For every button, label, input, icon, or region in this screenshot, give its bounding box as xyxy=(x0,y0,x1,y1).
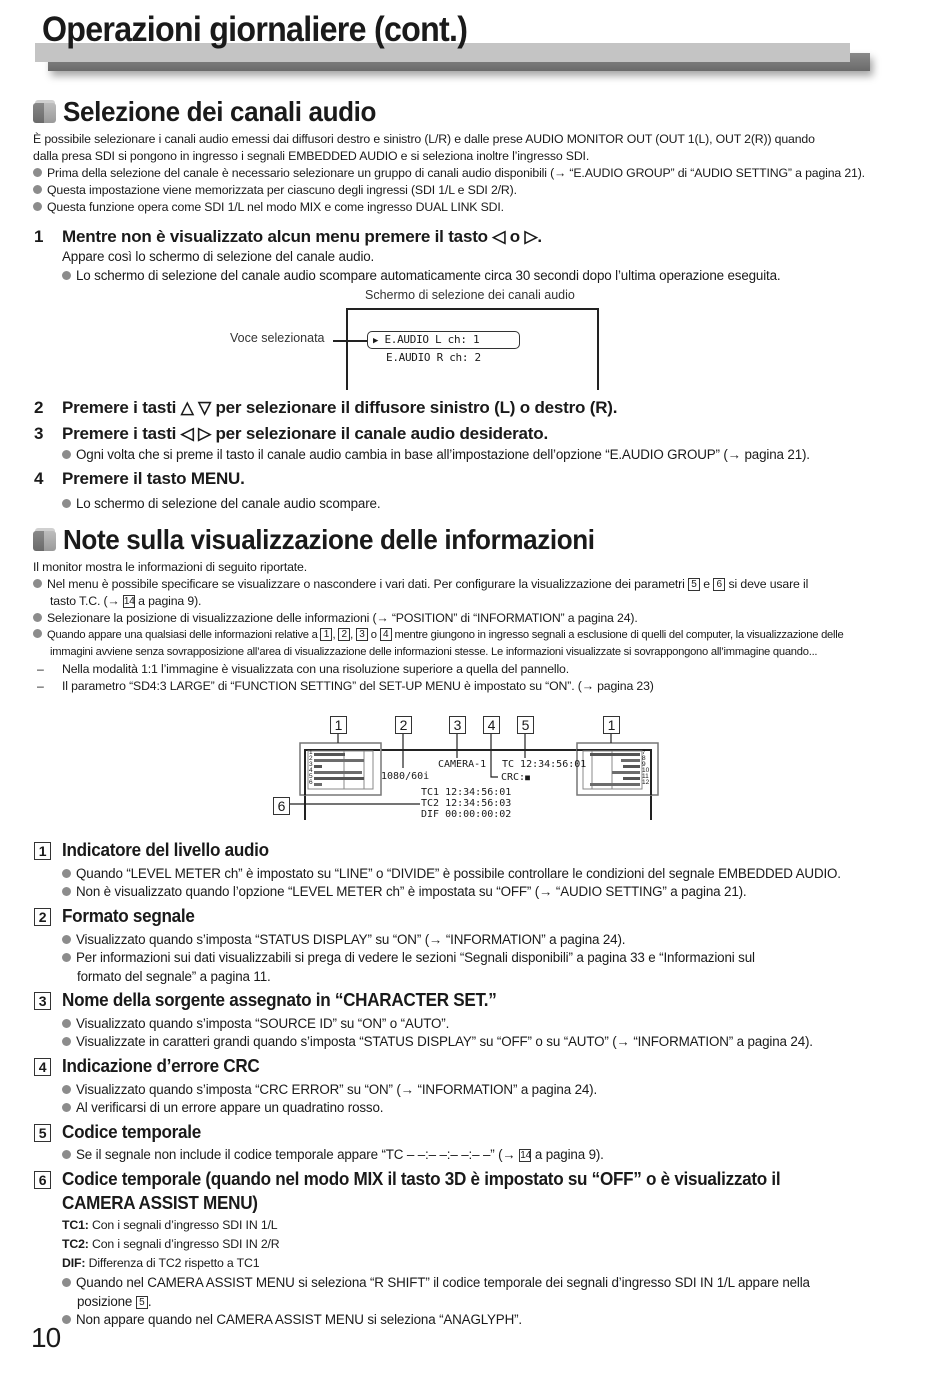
bullet-item: Non è visualizzato quando l’opzione “LEVEL METER ch” è impostata su “OFF” (→ “AUDIO SETTING” a pagina 21). xyxy=(62,882,747,901)
channel-label: 2 xyxy=(309,755,313,762)
step-4-bullet: Lo schermo di selezione del canale audio scompare. xyxy=(62,494,380,513)
level-bar-right xyxy=(621,759,640,762)
section2-intro: Il monitor mostra le informazioni di seguito riportate. xyxy=(33,560,308,574)
step-number: 2 xyxy=(34,398,44,417)
level-bar-right xyxy=(612,771,640,774)
bullet-icon xyxy=(62,935,71,944)
level-bar-left xyxy=(314,777,364,780)
bullet-continuation: posizione 5 . xyxy=(77,1294,152,1309)
crc-square-icon: ■ xyxy=(525,773,530,782)
bullet-icon xyxy=(62,1150,71,1159)
level-bar-right xyxy=(623,765,640,768)
level-bar-right xyxy=(623,777,640,780)
step-3-bullet: Ogni volta che si preme il tasto il canale audio cambia in base all’impostazione dell’opzione “E.AUDIO GROUP” (→ pagina 21). xyxy=(62,445,810,464)
bullet-icon xyxy=(62,887,71,896)
bullet-item: Visualizzate in caratteri grandi quando s’imposta “STATUS DISPLAY” su “OFF” o su “AUTO” (→ “INFORMATION” a pagina 24). xyxy=(62,1032,813,1051)
bullet-item: Quando “LEVEL METER ch” è impostato su “LINE” o “DIVIDE” è possibile controllare le condizioni del segnale EMBEDDED AUDIO. xyxy=(62,864,841,883)
crc-indicator: CRC:■ xyxy=(501,772,530,783)
item-number-box: 6 xyxy=(34,1171,51,1189)
ref-box-3: 3 xyxy=(356,628,368,641)
level-bar-left xyxy=(314,759,364,762)
step-1-text: Appare così lo schermo di selezione del canale audio. xyxy=(62,249,375,264)
cursor-triangle-icon: ▶ xyxy=(373,336,379,346)
bullet-icon xyxy=(62,1103,71,1112)
bullet-item: Quando appare una qualsiasi delle informazioni relative a 1 , 2 , 3 o 4 mentre giungono in ingresso segnali a esclusione di quelli del computer, la visualizzazione delle xyxy=(33,627,843,644)
channel-label: 7 xyxy=(642,749,646,756)
ref-box-14: 14 xyxy=(520,1150,532,1161)
bullet-item: Prima della selezione del canale è necessario selezionare un gruppo di canali audio disponibili (→ “E.AUDIO GROUP” di “AUDIO SETTING” a pagina 21). xyxy=(33,165,865,182)
item-heading-5: 5 Codice temporale xyxy=(34,1122,208,1143)
item-heading-2: 2 Formato segnale xyxy=(34,906,202,927)
bullet-item: Nel menu è possibile specificare se visualizzare o nascondere i vari dati. Per configurare la visualizzazione dei parametri 5 e 6 si deve usare il xyxy=(33,576,808,593)
page-number: 10 xyxy=(31,1322,61,1353)
item-number-box: 4 xyxy=(34,1058,51,1076)
page-title: Operazioni giornaliere (cont.) xyxy=(42,10,468,49)
level-bar-left xyxy=(314,771,362,774)
ref-box-6: 6 xyxy=(713,578,725,591)
bullet-icon xyxy=(62,869,71,878)
definition-tc2: TC2: Con i segnali d’ingresso SDI IN 2/R xyxy=(62,1237,280,1251)
step-1-bullet: Lo schermo di selezione del canale audio scompare automaticamente circa 30 secondi dopo l’ultima operazione eseguita. xyxy=(62,266,781,285)
step-title: Mentre non è visualizzato alcun menu premere il tasto ◁ o ▷. xyxy=(62,227,542,246)
step-title: Premere i tasti △ ▽ per selezionare il diffusore sinistro (L) o destro (R). xyxy=(62,398,618,417)
step-title: Premere i tasti ◁ ▷ per selezionare il canale audio desiderato. xyxy=(62,424,548,443)
bullet-item: Non appare quando nel CAMERA ASSIST MENU si seleziona “ANAGLYPH”. xyxy=(62,1310,522,1329)
item-number-box: 1 xyxy=(34,842,51,860)
channel-label: 6 xyxy=(309,779,313,786)
dash-item: – Nella modalità 1:1 l’immagine è visualizzata con una risoluzione superiore a quella del pannello. xyxy=(37,662,570,676)
bullet-item: Visualizzato quando s’imposta “STATUS DISPLAY” su “ON” (→ “INFORMATION” a pagina 24). xyxy=(62,930,625,949)
callout-box-2: 2 xyxy=(395,716,412,734)
bullet-icon xyxy=(62,953,71,962)
bullet-continuation: formato del segnale” a pagina 11. xyxy=(77,969,271,984)
item-heading-1: 1 Indicatore del livello audio xyxy=(34,840,280,861)
channel-label: 1 xyxy=(309,749,313,756)
ref-box-14: 14 xyxy=(123,596,135,607)
level-bar-right xyxy=(590,783,640,786)
definition-tc1: TC1: Con i segnali d’ingresso SDI IN 1/L xyxy=(62,1218,278,1232)
callout-box-1-right: 1 xyxy=(603,716,620,734)
channel-label: 11 xyxy=(642,773,649,780)
bullet-icon xyxy=(62,1019,71,1028)
dif: DIF 00:00:00:02 xyxy=(421,809,512,820)
channel-label: 10 xyxy=(642,767,650,774)
item-heading-6-line2: CAMERA ASSIST MENU) xyxy=(62,1193,258,1213)
channel-label: 9 xyxy=(642,761,646,768)
menu-item: E.AUDIO R ch: 2 xyxy=(386,351,481,364)
callout-box-6: 6 xyxy=(273,797,290,815)
step-title: Premere il tasto MENU. xyxy=(62,469,245,488)
callout-box-5: 5 xyxy=(517,716,534,734)
leader-line-4 xyxy=(491,733,498,777)
bullet-icon xyxy=(62,1085,71,1094)
bullet-item-continuation: immagini avviene senza sovrapposizione all’area di visualizzazione delle informazioni stesse. Le informazioni visualizzate si sovrappongono all’immagine quando... xyxy=(50,646,818,658)
callout-box-3: 3 xyxy=(449,716,466,734)
bullet-icon xyxy=(62,1278,71,1287)
callout-box-4: 4 xyxy=(483,716,500,734)
channel-label: 12 xyxy=(642,779,650,786)
dash-item: – Il parametro “SD4:3 LARGE” di “FUNCTION SETTING” del SET-UP MENU è impostato su “ON”. (→ pagina 23) xyxy=(37,679,654,693)
channel-label: 3 xyxy=(309,761,313,768)
item-heading-4: 4 Indicazione d’errore CRC xyxy=(34,1056,270,1077)
menu-diagram-caption: Schermo di selezione dei canali audio xyxy=(365,288,575,302)
bullet-item: Visualizzato quando s’imposta “SOURCE ID” su “ON” o “AUTO”. xyxy=(62,1014,449,1033)
channel-label: 4 xyxy=(309,767,313,774)
item-number-box: 2 xyxy=(34,908,51,926)
bullet-item: Selezionare la posizione di visualizzazione delle informazioni (→ “POSITION” di “INFORMATION” a pagina 24). xyxy=(33,610,638,627)
level-bar-left xyxy=(314,753,345,756)
step-number: 1 xyxy=(34,227,44,246)
section-title: Note sulla visualizzazione delle informazioni xyxy=(63,524,595,555)
intro-line-2: dalla presa SDI si pongono in ingresso i segnali EMBEDDED AUDIO e si seleziona inoltre l’ingresso SDI. xyxy=(33,149,590,163)
item-heading-6: 6 Codice temporale (quando nel modo MIX il tasto 3D è impostato su “OFF” o è visualizzato il xyxy=(34,1169,818,1190)
timecode: TC 12:34:56:01 xyxy=(502,759,587,770)
bullet-item: Per informazioni sui dati visualizzabili si prega di vedere le sezioni “Segnali disponibili” a pagina 33 e “Informazioni sul xyxy=(62,948,755,967)
channel-label: 8 xyxy=(642,755,646,762)
bullet-icon xyxy=(62,1037,71,1046)
ref-box-5: 5 xyxy=(136,1296,148,1309)
bullet-item: Visualizzato quando s’imposta “CRC ERROR” su “ON” (→ “INFORMATION” a pagina 24). xyxy=(62,1080,597,1099)
callout-label: Voce selezionata xyxy=(230,331,325,345)
tc1: TC1 12:34:56:01 xyxy=(421,787,512,798)
step-number: 3 xyxy=(34,424,44,443)
definition-dif: DIF: Differenza di TC2 rispetto a TC1 xyxy=(62,1256,260,1270)
menu-item-selected: ▶ E.AUDIO L ch: 1 xyxy=(373,333,480,346)
bullet-item-continuation: tasto T.C. (→ 14 a pagina 9). xyxy=(50,594,202,608)
bullet-item: Questa impostazione viene memorizzata per ciascuno degli ingressi (SDI 1/L e SDI 2/R). xyxy=(33,182,517,199)
signal-format: 1080/60i xyxy=(381,771,430,782)
ref-box-5: 5 xyxy=(688,578,700,591)
ref-box-2: 2 xyxy=(338,628,350,641)
item-number-box: 3 xyxy=(34,992,51,1010)
bullet-item: Questa funzione opera come SDI 1/L nel modo MIX e come ingresso DUAL LINK SDI. xyxy=(33,199,504,216)
ref-box-1: 1 xyxy=(320,628,332,641)
bullet-item: Quando nel CAMERA ASSIST MENU si seleziona “R SHIFT” il codice temporale dei segnali d’ingresso SDI IN 1/L appare nella xyxy=(62,1273,810,1292)
bullet-icon xyxy=(62,1315,71,1324)
section-title: Selezione dei canali audio xyxy=(63,96,377,127)
bullet-item: Se il segnale non include il codice temporale appare “TC – –:– –:– –:– –” (→ 14 a pagina 9). xyxy=(62,1145,604,1164)
ref-box-4: 4 xyxy=(380,628,392,641)
level-bar-left xyxy=(314,765,322,768)
callout-box-1: 1 xyxy=(330,716,347,734)
tc2: TC2 12:34:56:03 xyxy=(421,798,512,809)
intro-line-1: È possibile selezionare i canali audio emessi dai diffusori destro e sinistro (L/R) e dalle prese AUDIO MONITOR OUT (OUT 1(L), OUT 2(R)) quando xyxy=(33,132,815,146)
level-bar-left xyxy=(314,783,322,786)
bullet-item: Al verificarsi di un errore appare un quadratino rosso. xyxy=(62,1098,383,1117)
source-name: CAMERA-1 xyxy=(438,759,487,770)
channel-label: 5 xyxy=(309,773,313,780)
item-number-box: 5 xyxy=(34,1124,51,1142)
step-number: 4 xyxy=(34,469,44,488)
level-bar-right xyxy=(590,753,640,756)
item-heading-3: 3 Nome della sorgente assegnato in “CHARACTER SET.” xyxy=(34,990,519,1011)
